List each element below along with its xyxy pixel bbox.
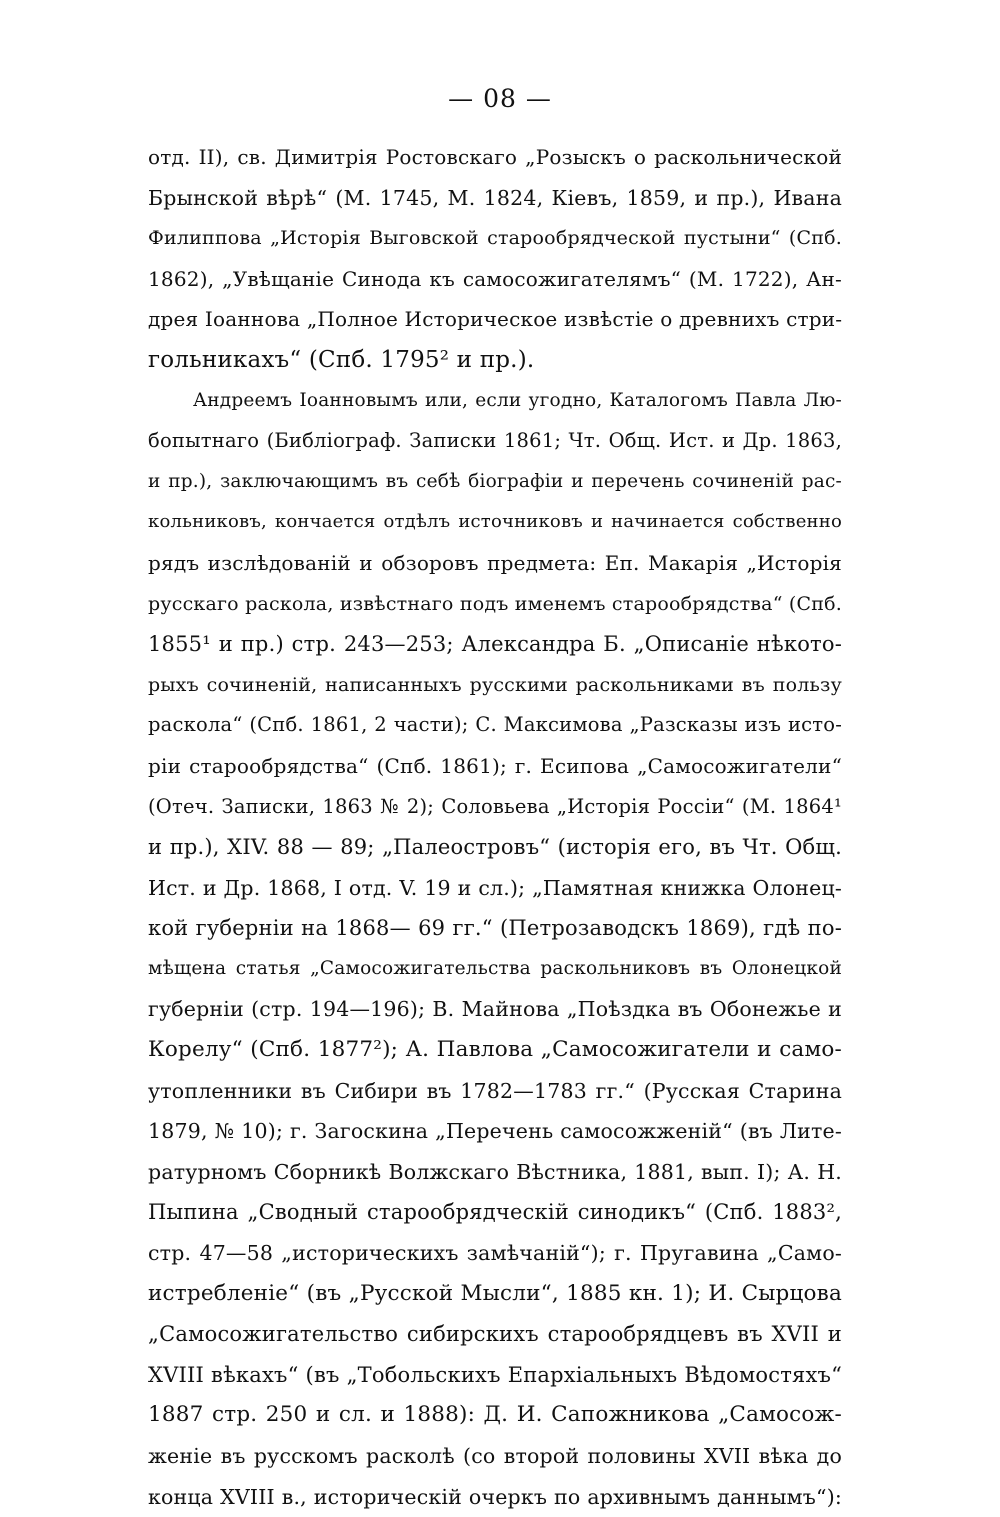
text-line: „Самосожигательство сибирскихъ старообрядцевъ въ XVII и <box>148 1322 842 1347</box>
text-line: отд. II), св. Димитрія Ростовскаго „Розыскъ о раскольнической <box>148 145 842 169</box>
text-line: мѣщена статья „Самосожигательства раскольниковъ въ Олонецкой <box>148 957 842 979</box>
text-line: Ист. и Др. 1868, I отд. V. 19 и сл.); „Памятная книжка Олонец- <box>148 875 842 900</box>
text-line: (Отеч. Записки, 1863 № 2); Соловьева „Исторія Россіи“ (М. 1864¹ <box>148 794 842 818</box>
text-line: ратурномъ Сборникѣ Волжскаго Вѣстника, 1881, вып. I); А. Н. <box>148 1159 842 1184</box>
text-line: гольникахъ“ (Спб. 1795² и пр.). <box>148 346 535 373</box>
text-line: истребленіе“ (въ „Русской Мысли“, 1885 кн. 1); И. Сырцова <box>148 1280 842 1306</box>
text-line: рыхъ сочиненій, написанныхъ русскими раскольниками въ пользу <box>148 673 842 696</box>
text-line: кольниковъ, кончается отдѣлъ источниковъ и начинается собственно <box>148 511 842 533</box>
text-line: Пыпина „Сводный старообрядческій синодикъ“ (Спб. 1883², <box>148 1200 842 1225</box>
text-line: Брынской вѣрѣ“ (М. 1745, М. 1824, Кіевъ, 1859, и пр.), Ивана <box>148 185 842 210</box>
text-line: и пр.), заключающимъ въ себѣ біографіи и перечень сочиненій рас- <box>148 470 842 492</box>
text-line: губерніи (стр. 194—196); В. Майнова „Поѣздка въ Обонежье и <box>148 997 842 1022</box>
text-line: женіе въ русскомъ расколѣ (со второй половины XVII вѣка до <box>148 1444 842 1468</box>
text-line: стр. 47—58 „историческихъ замѣчаній“); г. Пругавина „Само- <box>148 1241 842 1266</box>
text-line: Филиппова „Исторія Выговской старообрядческой пустыни“ (Спб. <box>148 227 842 250</box>
text-line: Корелу“ (Спб. 1877²); А. Павлова „Самосожигатели и само- <box>148 1037 842 1063</box>
text-line: дрея Іоаннова „Полное Историческое извѣстіе о древнихъ стри- <box>148 307 843 332</box>
text-line: утопленники въ Сибири въ 1782—1783 гг.“ (Русская Старина <box>148 1078 842 1103</box>
text-line: 1887 стр. 250 и сл. и 1888): Д. И. Сапожникова „Самосож- <box>148 1402 842 1428</box>
page-number: — 08 — <box>448 84 552 113</box>
text-line: рядъ изслѣдованій и обзоровъ предмета: Еп. Макарія „Исторія <box>148 550 842 575</box>
text-line: и пр.), XIV. 88 — 89; „Палеостровъ“ (исторія его, въ Чт. Общ. <box>148 835 842 860</box>
text-line: кой губерніи на 1868— 69 гг.“ (Петрозаводскъ 1869), гдѣ по- <box>148 916 842 941</box>
text-line: бопытнаго (Библіограф. Записки 1861; Чт. Общ. Ист. и Др. 1863, <box>148 429 842 453</box>
text-line: 1879, № 10); г. Загоскина „Перечень самосожженій“ (въ Лите- <box>148 1119 842 1144</box>
body-text <box>148 137 842 1517</box>
text-line: Андреемъ Іоанновымъ или, если угодно, Каталогомъ Павла Лю- <box>193 389 842 411</box>
text-line: 1862), „Увѣщаніе Синода къ самосожигателямъ“ (М. 1722), Ан- <box>148 266 842 291</box>
text-line: ріи старообрядства“ (Спб. 1861); г. Есипова „Самосожигатели“ <box>148 753 842 778</box>
text-line: 1855¹ и пр.) стр. 243—253; Александра Б. „Описаніе нѣкото- <box>148 632 842 657</box>
text-line: русскаго раскола, извѣстнаго подъ именемъ старообрядства“ (Спб. <box>148 592 842 615</box>
text-line: конца XVIII в., историческій очеркъ по архивнымъ даннымъ“): <box>148 1484 842 1509</box>
text-line: раскола“ (Спб. 1861, 2 части); С. Максимова „Разсказы изъ исто- <box>148 713 842 737</box>
text-line: XVIII вѣкахъ“ (въ „Тобольскихъ Епархіальныхъ Вѣдомостяхъ“ <box>148 1362 842 1387</box>
